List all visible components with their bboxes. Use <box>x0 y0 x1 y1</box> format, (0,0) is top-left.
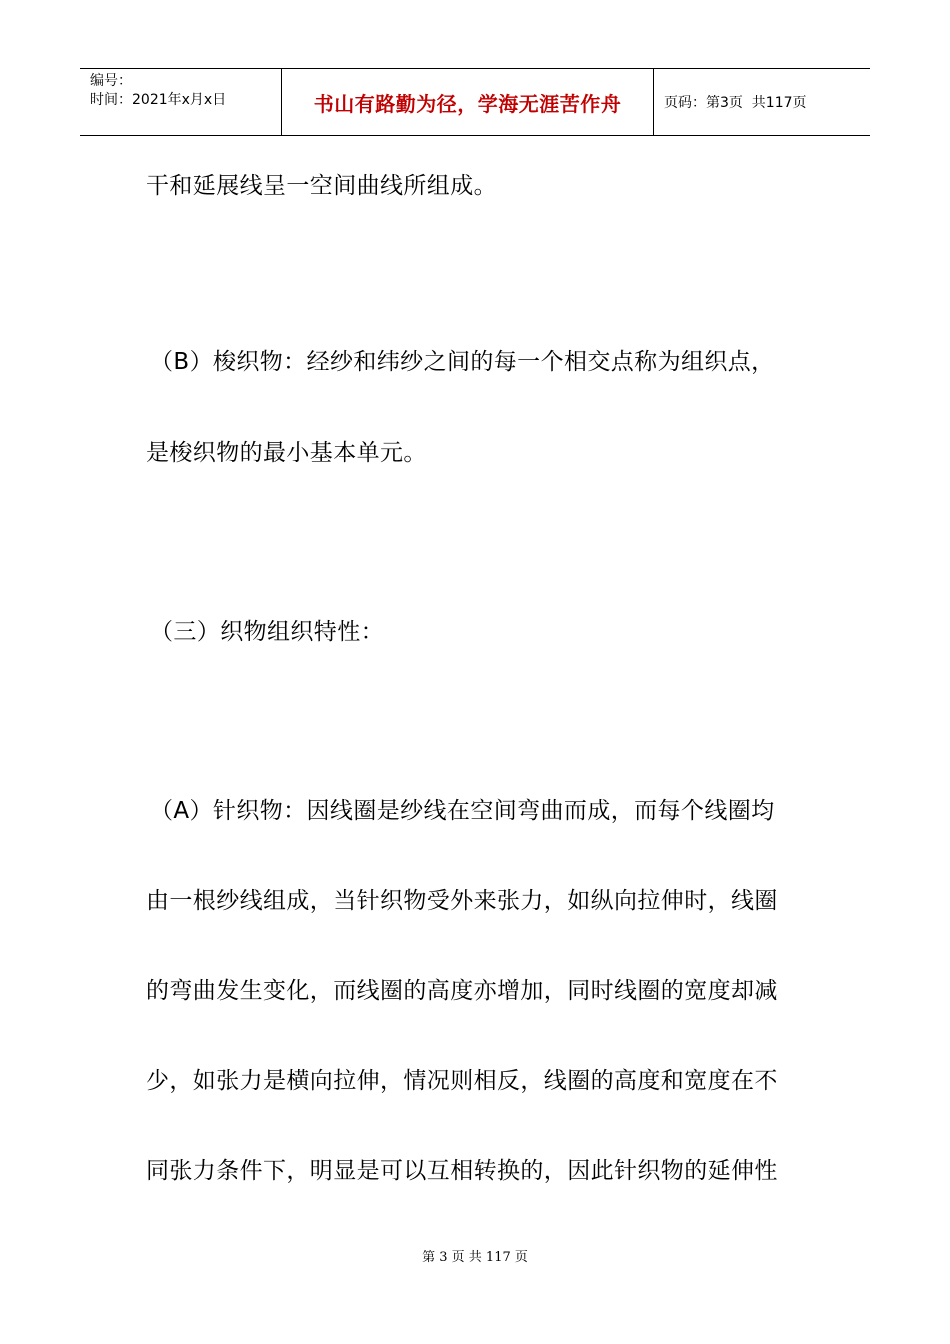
paragraph-line-2: （B）梭织物：经纱和纬纱之间的每一个相交点称为组织点， <box>150 349 775 375</box>
section-heading: （三）织物组织特性： <box>150 619 384 645</box>
paragraph-line-4: （A）针织物：因线圈是纱线在空间弯曲而成，而每个线圈均 <box>150 798 775 824</box>
page-footer: 第 3 页 共 117 页 <box>422 1250 528 1265</box>
header-meta <box>80 69 281 135</box>
paragraph-line-3: 是梭织物的最小基本单元。 <box>146 440 427 466</box>
paragraph-line-1: 干和延展线呈一空间曲线所组成。 <box>146 173 497 199</box>
document-number-label: 编号： <box>90 73 132 89</box>
paragraph-line-5: 由一根纱线组成，当针织物受外来张力，如纵向拉伸时，线圈 <box>146 888 778 914</box>
page-info-text: 页码：第3页 共117页 <box>664 95 807 111</box>
paragraph-line-8: 同张力条件下，明显是可以互相转换的，因此针织物的延伸性 <box>146 1158 778 1184</box>
header-page-info <box>654 69 870 135</box>
header-motto: 书山有路勤为径，学海无涯苦作舟 <box>281 69 654 135</box>
page-header <box>80 68 870 136</box>
document-time-label: 时间：2021年x月x日 <box>90 92 227 108</box>
paragraph-line-7: 少，如张力是横向拉伸，情况则相反，线圈的高度和宽度在不 <box>146 1068 778 1094</box>
paragraph-line-6: 的弯曲发生变化，而线圈的高度亦增加，同时线圈的宽度却减 <box>146 978 778 1004</box>
